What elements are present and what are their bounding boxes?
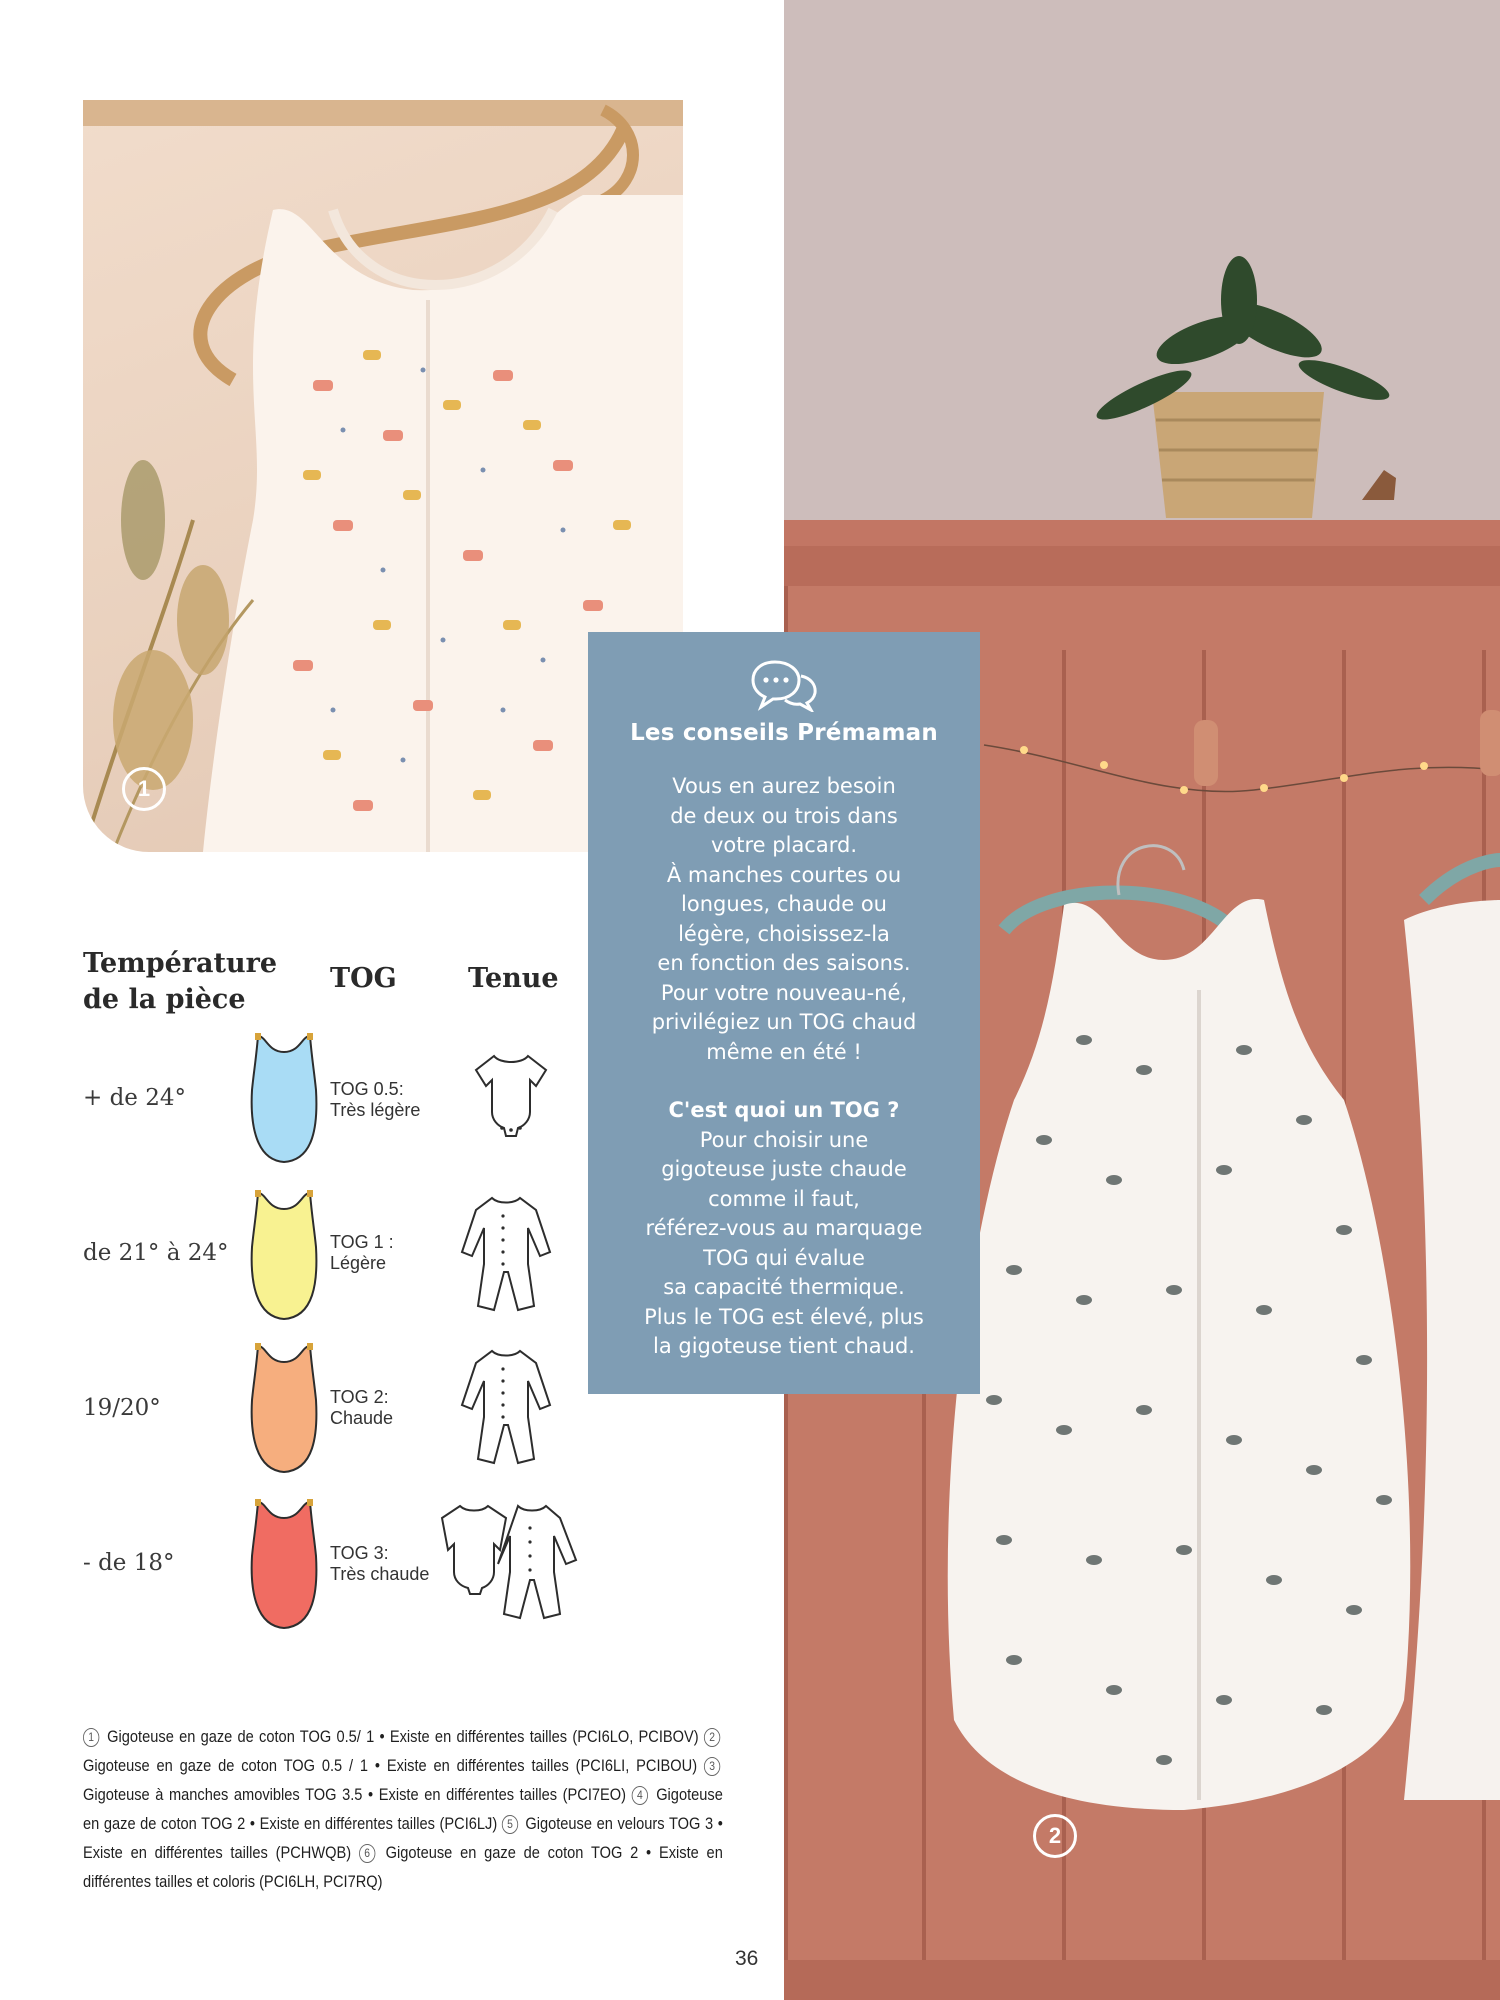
tips-line: la gigoteuse tient chaud.: [653, 1334, 915, 1358]
tog-description: Très légère: [330, 1100, 421, 1120]
caption-number: 5: [502, 1815, 518, 1834]
caption-number: 1: [83, 1728, 99, 1747]
header-temperature: [83, 946, 277, 1018]
sleep-sack-red-icon: [250, 1496, 318, 1632]
caption-item: Gigoteuse en gaze de coton TOG 2 • Existe en différentes tailles (PCI6LJ): [83, 1785, 723, 1833]
tips-line: comme il faut,: [708, 1186, 860, 1211]
header-temperature-line: de la pièce: [83, 984, 246, 1015]
row-temperature: de 21° à 24°: [83, 1240, 229, 1266]
tips-line: longues, chaude ou: [681, 892, 887, 916]
short-sleeve-bodysuit-icon: [472, 1050, 550, 1142]
caption-number: 2: [704, 1728, 720, 1747]
caption-number: 3: [704, 1757, 720, 1776]
tog-value: TOG 1 :: [330, 1232, 394, 1252]
tips-line: référez-vous au marquage: [645, 1216, 923, 1240]
tips-line: votre placard.: [711, 833, 857, 857]
caption-number: 6: [359, 1844, 375, 1863]
row-tog-label: [330, 1079, 420, 1121]
tips-line: Vous en aurez besoin: [672, 774, 896, 798]
tips-line: Pour votre nouveau-né,: [660, 980, 908, 1005]
tips-box: [588, 632, 980, 1394]
tips-question: C'est quoi un TOG ?: [668, 1098, 900, 1122]
caption-item: Gigoteuse en gaze de coton TOG 0.5/ 1 • Existe en différentes tailles (PCI6LO, PCIBOV): [107, 1727, 699, 1746]
tips-line: gigoteuse juste chaude: [661, 1157, 907, 1181]
tog-value: TOG 0.5:: [330, 1079, 404, 1099]
caption-item: Gigoteuse à manches amovibles TOG 3.5 • Existe en différentes tailles (PCI7EO): [83, 1785, 627, 1804]
speech-bubbles-icon: [749, 658, 819, 712]
tips-title: Les conseils Prémaman: [630, 720, 938, 746]
page-number: 36: [735, 1947, 759, 1970]
photo1-badge: 1: [122, 767, 166, 811]
tips-line: Pour choisir une: [699, 1127, 869, 1152]
caption-item: Gigoteuse en gaze de coton TOG 0.5 / 1 • Existe en différentes tailles (PCI6LI, PCIBOU): [83, 1756, 698, 1775]
tips-line: sa capacité thermique.: [663, 1275, 905, 1299]
sleep-sack-light-blue-icon: [250, 1030, 318, 1166]
caption-item: Gigoteuse en gaze de coton TOG 2 • Existe en différentes tailles et coloris (PCI6LH, PCI7RQ): [83, 1843, 723, 1891]
row-temperature: - de 18°: [83, 1550, 175, 1576]
bodysuit-and-sleepsuit-icon: [440, 1500, 580, 1624]
tips-line: même en été !: [706, 1039, 862, 1064]
row-temperature: 19/20°: [83, 1395, 161, 1421]
caption-item: Gigoteuse en velours TOG 3 • Existe en différentes tailles (PCHWQB): [83, 1814, 723, 1862]
row-temperature: + de 24°: [83, 1085, 186, 1111]
tips-line: TOG qui évalue: [703, 1245, 865, 1270]
tips-body: [588, 772, 980, 1362]
tips-line: À manches courtes ou: [666, 862, 902, 887]
tog-description: Chaude: [330, 1408, 394, 1428]
tog-value: TOG 2:: [330, 1387, 389, 1407]
header-outfit: Tenue: [468, 963, 559, 994]
sleep-sack-orange-icon: [250, 1340, 318, 1476]
tog-description: Très chaude: [330, 1564, 430, 1584]
product-caption: [83, 1722, 723, 1896]
row-tog-label: [330, 1387, 393, 1429]
tips-line: de deux ou trois dans: [670, 803, 898, 828]
photo2-badge: 2: [1033, 1814, 1077, 1858]
tips-line: Plus le TOG est élevé, plus: [644, 1304, 924, 1329]
row-tog-label: [330, 1232, 394, 1274]
tog-description: Légère: [330, 1253, 387, 1273]
row-tog-label: [330, 1543, 429, 1585]
tips-line: légère, choisissez-la: [678, 921, 890, 946]
header-tog: TOG: [330, 963, 397, 994]
tips-line: privilégiez un TOG chaud: [651, 1010, 917, 1034]
caption-number: 4: [632, 1786, 648, 1805]
sleep-sack-yellow-icon: [250, 1187, 318, 1323]
header-temperature-line: Température: [83, 948, 278, 979]
sleepsuit-icon: [458, 1192, 554, 1316]
sleepsuit-icon: [458, 1345, 554, 1469]
tips-line: en fonction des saisons.: [657, 951, 911, 975]
tog-value: TOG 3:: [330, 1543, 389, 1563]
